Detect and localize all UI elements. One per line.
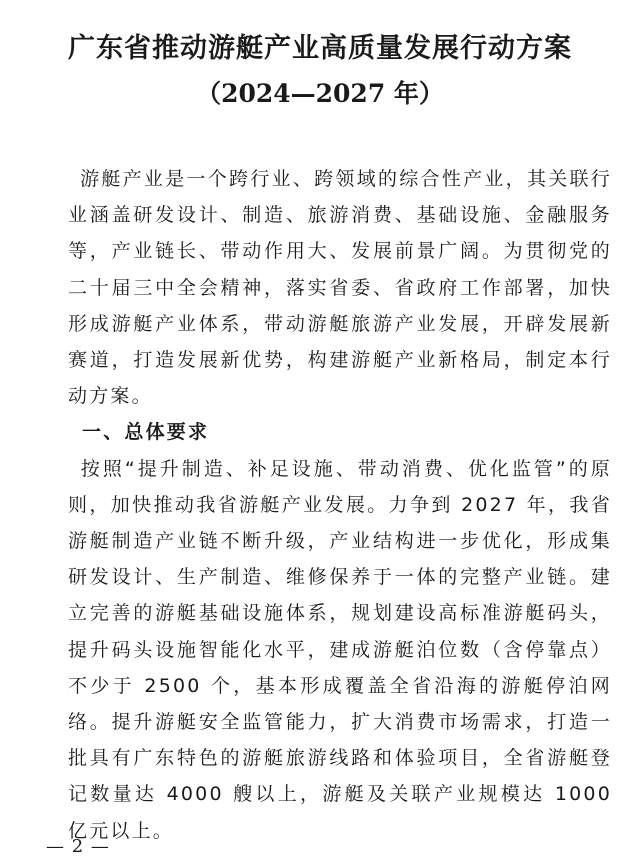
section-text: 按照“提升制造、补足设施、带动消费、优化监管”的原则，加快推动我省游艇产业发展。力争到 2027 年，我省游艇制造产业链不断升级，产业结构进一步优化，形成集研发设计、生产制造、维修保养于一体的完整产业链。建立完善的游艇基础设施体系，规划建设高标准游艇码头，提升码头设施智能化水平，建成游艇泊位数（含停靠点）不少于 2500 个，基本形成覆盖全省沿海的游艇停泊网络。提升游艇安全监管能力，扩大消费市场需求，打造一批具有广东特色的游艇旅游线路和体验项目，全省游艇登记数量达 4000 艘以上，游艇及关联产业规模达 1000 亿元以上。 [68, 457, 612, 842]
document-subtitle: （2024—2027 年） [196, 79, 444, 108]
document-body [68, 161, 612, 849]
section-heading: 一、总体要求 [82, 421, 210, 444]
document-title: 广东省推动游艇产业高质量发展行动方案 [68, 33, 572, 64]
section-paragraph [68, 451, 612, 849]
intro-text: 游艇产业是一个跨行业、跨领域的综合性产业，其关联行业涵盖研发设计、制造、旅游消费、基础设施、金融服务等，产业链长、带动作用大、发展前景广阔。为贯彻党的二十届三中全会精神，落实省委、省政府工作部署，加快形成游艇产业体系，带动游艇旅游产业发展，开辟发展新赛道，打造发展新优势，构建游艇产业新格局，制定本行动方案。 [68, 168, 612, 408]
page-number: — 2 — [46, 836, 110, 857]
intro-paragraph [68, 161, 612, 414]
